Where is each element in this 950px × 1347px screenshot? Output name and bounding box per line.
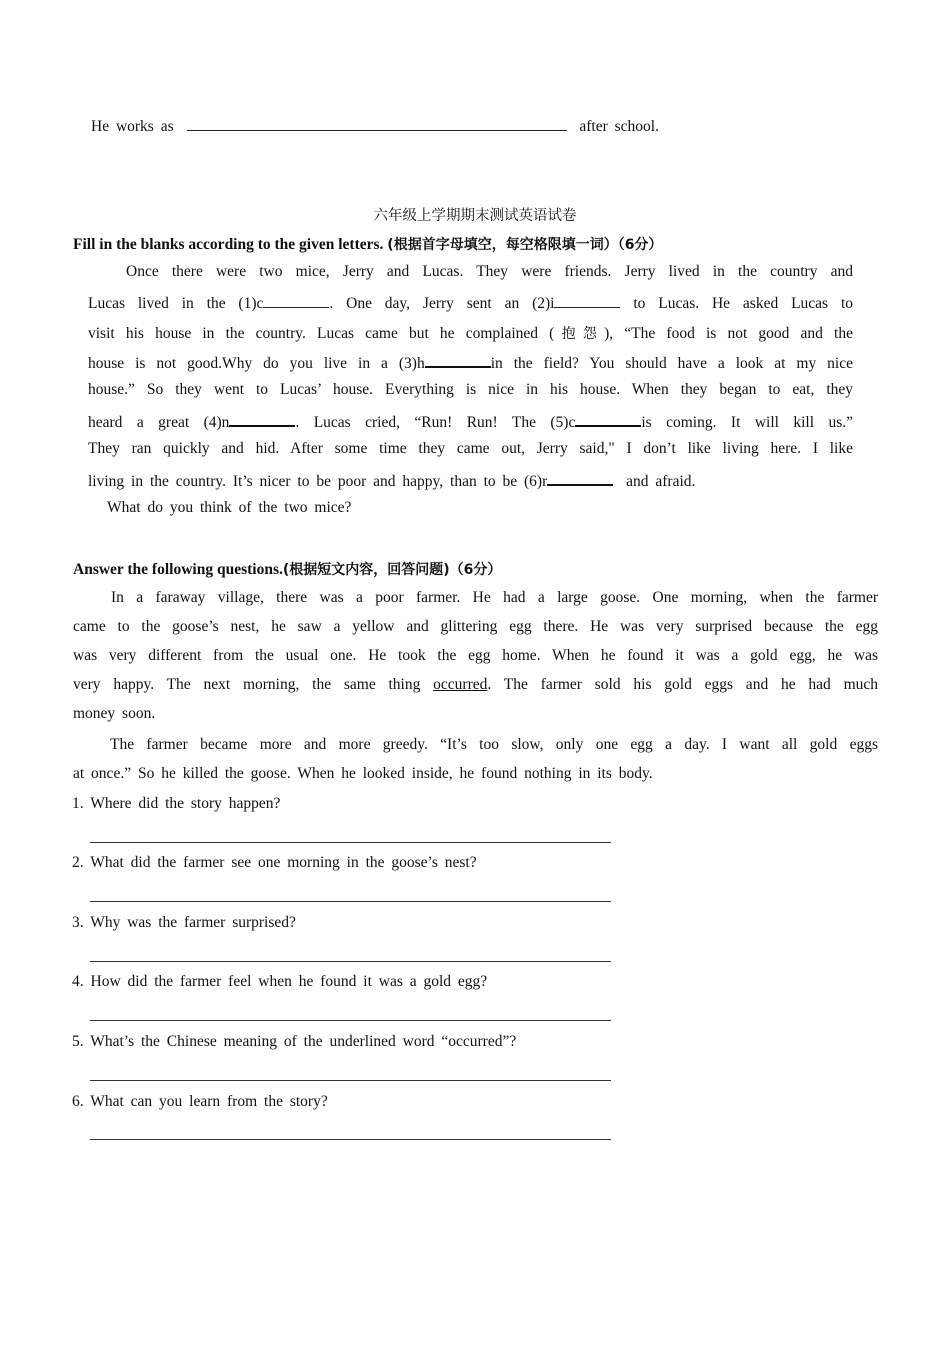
question-2: 2. What did the farmer see one morning in the goose’s nest? bbox=[72, 854, 477, 871]
question-5: 5. What’s the Chinese meaning of the underlined word “occurred”? bbox=[72, 1033, 517, 1050]
passage2-line-1: In a faraway village, there was a poor farmer. He had a large goose. One morning, when the farmer bbox=[111, 589, 878, 606]
text-segment: . The farmer sold his gold eggs and he had much bbox=[487, 676, 879, 693]
question-1: 1. Where did the story happen? bbox=[72, 795, 281, 812]
passage1-line-6 bbox=[88, 411, 853, 432]
text-segment: ), “The food is not good and the bbox=[604, 325, 853, 342]
blank-4-input[interactable] bbox=[229, 411, 295, 427]
passage1-line-1: Once there were two mice, Jerry and Lucas. They were friends. Jerry lived in the country and bbox=[126, 263, 853, 280]
top-answer-blank[interactable] bbox=[187, 116, 567, 131]
passage1-line-2 bbox=[88, 293, 853, 313]
passage1-line-3 bbox=[88, 323, 853, 343]
passage1-line-5: house.” So they went to Lucas’ house. Everything is nice in his house. When they began to eat, they bbox=[88, 381, 853, 398]
text-segment: is coming. It will kill us.” bbox=[641, 414, 853, 431]
blank-5-input[interactable] bbox=[575, 411, 641, 427]
text-segment: and afraid. bbox=[619, 473, 696, 490]
top-sentence-start: He works as bbox=[91, 118, 174, 135]
section1-heading-cn: (根据首字母填空，每空格限填一词）（6分） bbox=[387, 237, 663, 253]
blank-1-input[interactable] bbox=[263, 293, 329, 308]
text-segment: . Lucas cried, “Run! Run! The (5)c bbox=[295, 414, 576, 431]
passage1-line-7: They ran quickly and hid. After some time they came out, Jerry said," I don’t like living here. I like bbox=[88, 440, 853, 457]
answer-6-line[interactable] bbox=[90, 1139, 611, 1140]
text-segment: Lucas lived in the (1)c bbox=[88, 295, 264, 312]
passage1-line-8 bbox=[88, 470, 695, 491]
blank-6-input[interactable] bbox=[547, 470, 613, 486]
text-segment: very happy. The next morning, the same thing bbox=[73, 676, 434, 693]
top-sentence bbox=[91, 116, 659, 136]
passage2-line-4 bbox=[73, 676, 878, 694]
question-6: 6. What can you learn from the story? bbox=[72, 1093, 328, 1110]
text-segment: in the field? You should have a look at my nice bbox=[490, 355, 853, 372]
answer-3-line[interactable] bbox=[90, 961, 611, 962]
section1-heading-en: Fill in the blanks according to the given letters. bbox=[73, 236, 384, 253]
answer-2-line[interactable] bbox=[90, 901, 611, 902]
question-4: 4. How did the farmer feel when he found it was a gold egg? bbox=[72, 973, 488, 990]
gloss-cn: 抱怨 bbox=[554, 326, 605, 342]
underlined-word: occurred bbox=[433, 676, 488, 693]
section2-heading-en: Answer the following questions. bbox=[73, 561, 283, 578]
section1-heading bbox=[73, 234, 662, 254]
text-segment: . One day, Jerry sent an (2)i bbox=[329, 295, 555, 312]
passage2-line-3: was very different from the usual one. He took the egg home. When he found it was a gold egg, he was bbox=[73, 647, 878, 664]
top-sentence-end: after school. bbox=[579, 118, 659, 135]
passage2-line-6: The farmer became more and more greedy. “It’s too slow, only one egg a day. I want all gold eggs bbox=[110, 736, 878, 753]
answer-1-line[interactable] bbox=[90, 842, 611, 843]
section2-heading-cn: (根据短文内容，回答问题)（6分） bbox=[282, 562, 502, 578]
text-segment: heard a great (4)n bbox=[88, 414, 230, 431]
answer-4-line[interactable] bbox=[90, 1020, 611, 1021]
answer-5-line[interactable] bbox=[90, 1080, 611, 1081]
text-segment: visit his house in the country. Lucas came but he complained ( bbox=[88, 325, 555, 342]
passage1-line-4 bbox=[88, 352, 853, 373]
question-3: 3. Why was the farmer surprised? bbox=[72, 914, 296, 931]
passage2-line-5: money soon. bbox=[73, 705, 156, 722]
passage1-question: What do you think of the two mice? bbox=[107, 499, 352, 516]
blank-2-input[interactable] bbox=[554, 293, 620, 308]
page-title: 六年级上学期期末测试英语试卷 bbox=[373, 208, 577, 224]
section2-heading bbox=[73, 559, 501, 579]
passage2-line-2: came to the goose’s nest, he saw a yellow and glittering egg there. He was very surprised because the egg bbox=[73, 618, 878, 635]
passage2-line-7: at once.” So he killed the goose. When he looked inside, he found nothing in its body. bbox=[73, 765, 653, 782]
text-segment: living in the country. It’s nicer to be poor and happy, than to be (6)r bbox=[88, 473, 548, 490]
text-segment: house is not good.Why do you live in a (3)h bbox=[88, 355, 425, 372]
text-segment: to Lucas. He asked Lucas to bbox=[620, 295, 853, 312]
blank-3-input[interactable] bbox=[425, 352, 491, 368]
